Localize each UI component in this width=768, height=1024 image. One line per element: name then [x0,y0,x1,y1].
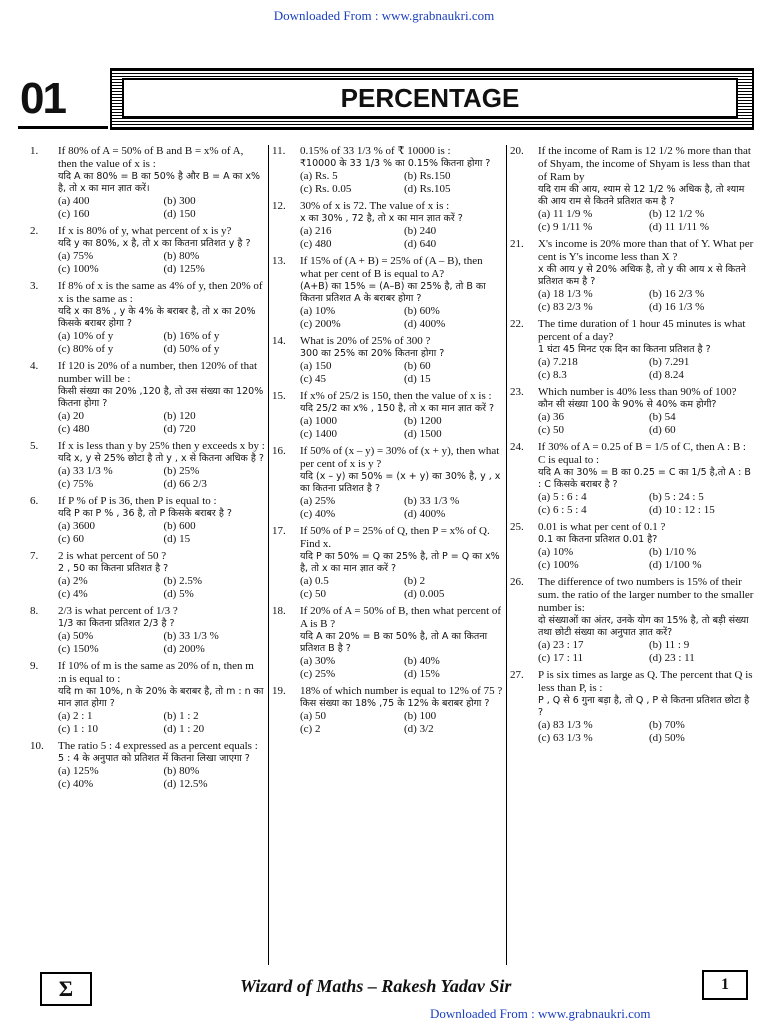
question-number: 16. [272,445,286,457]
top-download-link[interactable]: Downloaded From : www.grabnaukri.com [273,8,495,23]
answer-options [58,765,265,791]
answer-option: (a) 23 : 17 [538,639,584,651]
question-item [30,495,265,546]
question-number: 24. [510,441,524,453]
question-text-english: If 50% of (x – y) = 30% of (x + y), then what per cent of x is y ? [300,445,500,470]
answer-option: (c) 8.3 [538,369,567,381]
question-text-english: 30% of x is 72. The value of x is : [300,200,450,212]
answer-option: (d) 150 [163,208,196,220]
question-number: 17. [272,525,286,537]
answer-option: (c) 60 [58,533,84,545]
question-item [30,550,265,601]
answer-option: (a) 75% [58,250,94,262]
question-number: 8. [30,605,39,617]
question-number: 12. [272,200,286,212]
question-item [272,335,504,386]
answer-options [538,208,756,234]
answer-option: (a) 20 [58,410,84,422]
question-text-hindi: (A+B) का 15% = (A–B) का 25% है, तो B का कितना प्रतिशत A के बराबर होगा ? [300,281,486,304]
answer-option: (a) 2% [58,575,88,587]
question-text-english: If 120 is 20% of a number, then 120% of that number will be : [58,360,258,385]
answer-option: (c) 150% [58,643,99,655]
answer-option: (d) 8.24 [649,369,684,381]
answer-option: (c) 50 [300,588,326,600]
answer-option: (a) 0.5 [300,575,329,587]
question-item [510,521,756,572]
answer-option: (a) Rs. 5 [300,170,338,182]
answer-option: (d) 16 1/3 % [649,301,705,313]
column-divider [506,145,507,965]
question-text-english: If 15% of (A + B) = 25% of (A – B), then what per cent of B is equal to A? [300,255,483,280]
question-text-hindi: 5 : 4 के अनुपात को प्रतिशत में कितना लिखा जाएगा ? [58,753,250,764]
answer-option: (b) 60% [404,305,440,317]
answer-option: (c) 480 [300,238,332,250]
question-text-hindi: यदि x का 8% , y के 4% के बराबर है, तो x का 20% किसके बराबर होगा ? [58,306,256,329]
question-text-hindi: यदि (x – y) का 50% = (x + y) का 30% है, y , x का कितना प्रतिशत है ? [300,471,501,494]
answer-option: (b) 54 [649,411,676,423]
chapter-number: 01 [20,74,65,123]
chapter-number-rule [18,126,108,129]
answer-option: (c) 100% [538,559,579,571]
question-text-english: 2/3 is what percent of 1/3 ? [58,605,178,617]
question-text-hindi: यदि P का 50% = Q का 25% है, तो P = Q का x% है, तो x का मान ज्ञात करें ? [300,551,500,574]
question-number: 19. [272,685,286,697]
answer-option: (b) Rs.150 [404,170,451,182]
question-number: 20. [510,145,524,157]
question-text-hindi: 300 का 25% का 20% कितना होगा ? [300,348,445,359]
footer-title: Wizard of Maths – Rakesh Yadav Sir [240,976,512,996]
question-number: 6. [30,495,39,507]
question-text-english: If 50% of P = 25% of Q, then P = x% of Q. Find x. [300,525,490,550]
question-text-hindi: यदि 25/2 का x% , 150 है, तो x का मान ज्ञात करें ? [300,403,495,414]
question-number: 15. [272,390,286,402]
question-text-hindi: यदि P का P % , 36 है, तो P किसके बराबर है ? [58,508,232,519]
answer-option: (c) 25% [300,668,336,680]
question-text-english: 18% of which number is equal to 12% of 75 ? [300,685,503,697]
question-text-english: 0.01 is what per cent of 0.1 ? [538,521,666,533]
answer-options [538,491,756,517]
question-text-english: If 8% of x is the same as 4% of y, then 20% of x is the same as : [58,280,263,305]
question-number: 21. [510,238,524,250]
answer-options [300,415,504,441]
question-text-english: The difference of two numbers is 15% of their sum. the ratio of the larger number to the smaller number is: [538,576,754,614]
question-item [30,225,265,276]
chapter-header [10,68,758,130]
question-text-hindi: यदि y का 80%, x है, तो x का कितना प्रतिशत y है ? [58,238,251,249]
answer-option: (b) 11 : 9 [649,639,690,651]
question-number: 5. [30,440,39,452]
question-text-hindi: किस संख्या का 18% ,75 के 12% के बराबर होगा ? [300,698,490,709]
answer-options [538,288,756,314]
bottom-download-link[interactable]: Downloaded From : www.grabnaukri.com [430,1006,651,1021]
question-number: 27. [510,669,524,681]
answer-option: (d) 12.5% [163,778,208,790]
question-text-hindi: यदि A का 30% = B का 0.25 = C का 1/5 है,तो A : B : C किसके बराबर है ? [538,467,751,490]
answer-option: (a) 2 : 1 [58,710,93,722]
question-item [510,238,756,314]
answer-option: (c) 75% [58,478,94,490]
answer-option: (b) 2.5% [163,575,202,587]
question-number: 3. [30,280,39,292]
answer-option: (b) 80% [163,765,200,777]
answer-option: (b) 120 [163,410,196,422]
question-item [272,685,504,736]
answer-option: (d) 50% of y [163,343,220,355]
answer-option: (d) 640 [404,238,437,250]
question-text-hindi: x का 30% , 72 है, तो x का मान ज्ञात करें ? [300,213,463,224]
answer-option: (d) 23 : 11 [649,652,695,664]
answer-option: (c) 1 : 10 [58,723,99,735]
question-number: 10. [30,740,44,752]
question-text-hindi: यदि x, y से 25% छोटा है तो y , x से कितना अधिक है ? [58,453,264,464]
question-item [30,660,265,736]
title-banner [110,68,754,130]
answer-option: (b) 100 [404,710,437,722]
answer-option: (c) 9 1/11 % [538,221,593,233]
question-item [510,669,756,745]
column-1 [30,145,265,795]
question-text-english: 2 is what percent of 50 ? [58,550,167,562]
answer-option: (c) 17 : 11 [538,652,584,664]
question-item [510,318,756,382]
answer-options [300,225,504,251]
answer-options [300,655,504,681]
answer-options [58,520,265,546]
answer-option: (d) 5% [163,588,194,600]
question-text-english: If 30% of A = 0.25 of B = 1/5 of C, then A : B : C is equal to : [538,441,746,466]
answer-option: (c) 100% [58,263,99,275]
answer-option: (b) 70% [649,719,685,731]
question-text-hindi: यदि A का 80% = B का 50% है और B = A का x% है, तो x का मान ज्ञात करें। [58,171,261,194]
answer-option: (d) 10 : 12 : 15 [649,504,715,516]
answer-option: (c) 6 : 5 : 4 [538,504,587,516]
answer-option: (c) 45 [300,373,326,385]
answer-option: (d) 1500 [404,428,442,440]
answer-option: (c) 83 2/3 % [538,301,593,313]
answer-option: (d) 60 [649,424,676,436]
question-number: 18. [272,605,286,617]
question-text-english: If the income of Ram is 12 1/2 % more than that of Shyam, the income of Shyam is less than that of Ram by [538,145,751,183]
question-text-english: X's income is 20% more than that of Y. What per cent is Y's income less than X ? [538,238,754,263]
answer-option: (b) 25% [163,465,200,477]
question-item [272,255,504,331]
answer-option: (b) 12 1/2 % [649,208,705,220]
answer-option: (d) 15 [163,533,191,545]
answer-options [58,630,265,656]
answer-option: (b) 1 : 2 [163,710,199,722]
sigma-logo: Σ [40,972,92,1006]
question-text-hindi: 1 घंटा 45 मिनट एक दिन का कितना प्रतिशत है ? [538,344,711,355]
answer-option: (a) 10% [300,305,336,317]
answer-option: (c) 1400 [300,428,337,440]
answer-option: (c) 50 [538,424,564,436]
answer-option: (b) 300 [163,195,196,207]
answer-option: (a) 10% of y [58,330,114,342]
question-text-english: If P % of P is 36, then P is equal to : [58,495,217,507]
question-item [30,360,265,436]
question-text-english: The ratio 5 : 4 expressed as a percent equals : [58,740,258,752]
question-item [272,390,504,441]
answer-option: (b) 600 [163,520,196,532]
answer-option: (d) 1/100 % [649,559,702,571]
question-item [272,200,504,251]
question-text-hindi: ₹10000 के 33 1/3 % का 0.15% कितना होगा ? [300,158,491,169]
answer-option: (c) 63 1/3 % [538,732,593,744]
answer-option: (d) 66 2/3 [163,478,207,490]
answer-option: (b) 2 [404,575,426,587]
answer-option: (b) 33 1/3 % [163,630,219,642]
answer-option: (d) 720 [163,423,196,435]
answer-options [538,639,756,665]
answer-option: (d) 200% [163,643,205,655]
answer-options [300,575,504,601]
answer-option: (a) 7.218 [538,356,578,368]
question-number: 14. [272,335,286,347]
question-number: 22. [510,318,524,330]
answer-option: (d) 0.005 [404,588,445,600]
page-number: 1 [702,970,748,1000]
question-text-hindi: x की आय y से 20% अधिक है, तो y की आय x से कितने प्रतिशत कम है ? [538,264,746,287]
answer-options [58,710,265,736]
question-text-hindi: 2 , 50 का कितना प्रतिशत है ? [58,563,169,574]
column-3 [510,145,756,749]
answer-options [58,195,265,221]
answer-option: (a) 83 1/3 % [538,719,593,731]
answer-option: (a) 10% [538,546,574,558]
answer-option: (b) 1/10 % [649,546,697,558]
answer-option: (a) 30% [300,655,336,667]
answer-options [58,250,265,276]
answer-options [58,575,265,601]
answer-option: (a) 1000 [300,415,337,427]
answer-option: (c) 4% [58,588,88,600]
answer-options [300,495,504,521]
question-text-hindi: कौन सी संख्या 100 के 90% से 40% कम होगी? [538,399,717,410]
answer-options [300,305,504,331]
answer-options [538,411,756,437]
answer-option: (c) 160 [58,208,90,220]
answer-options [58,410,265,436]
answer-option: (b) 16% of y [163,330,220,342]
answer-option: (d) 125% [163,263,205,275]
question-text-english: If 20% of A = 50% of B, then what percent of A is B ? [300,605,502,630]
answer-option: (a) 3600 [58,520,95,532]
answer-option: (b) 16 2/3 % [649,288,705,300]
answer-option: (c) 40% [300,508,336,520]
question-item [30,605,265,656]
question-number: 13. [272,255,286,267]
question-text-hindi: 0.1 का कितना प्रतिशत 0.01 है? [538,534,658,545]
answer-option: (d) 15 [404,373,431,385]
answer-option: (d) 400% [404,508,446,520]
answer-option: (b) 7.291 [649,356,690,368]
question-item [510,441,756,517]
question-text-english: If x is less than y by 25% then y exceeds x by : [58,440,265,452]
answer-option: (d) 15% [404,668,440,680]
answer-option: (a) 33 1/3 % [58,465,113,477]
answer-option: (b) 5 : 24 : 5 [649,491,704,503]
answer-option: (a) 125% [58,765,99,777]
answer-option: (b) 1200 [404,415,442,427]
column-divider [268,145,269,965]
question-text-hindi: किसी संख्या का 20% ,120 है, तो उस संख्या का 120% कितना होगा ? [58,386,264,409]
answer-option: (d) 1 : 20 [163,723,205,735]
question-text-english: If 80% of A = 50% of B and B = x% of A, then the value of x is : [58,145,244,170]
answer-options [538,719,756,745]
column-2 [272,145,504,740]
question-text-hindi: P , Q से 6 गुना बड़ा है, तो Q , P से कितना प्रतिशत छोटा है ? [538,695,750,718]
question-number: 26. [510,576,524,588]
answer-option: (a) 18 1/3 % [538,288,593,300]
answer-options [538,546,756,572]
answer-option: (a) 50 [300,710,326,722]
answer-option: (a) 5 : 6 : 4 [538,491,587,503]
answer-option: (d) 400% [404,318,446,330]
answer-option: (d) 3/2 [404,723,434,735]
answer-option: (a) 400 [58,195,90,207]
answer-options [538,356,756,382]
chapter-title: PERCENTAGE [122,78,738,118]
question-text-english: What is 20% of 25% of 300 ? [300,335,431,347]
answer-options [58,465,265,491]
question-item [272,605,504,681]
question-text-hindi: 1/3 का कितना प्रतिशत 2/3 है ? [58,618,175,629]
question-text-english: P is six times as large as Q. The percent that Q is less than P, is : [538,669,753,694]
answer-option: (a) 216 [300,225,332,237]
question-item [30,440,265,491]
question-number: 23. [510,386,524,398]
question-item [272,445,504,521]
answer-option: (c) 80% of y [58,343,114,355]
question-text-hindi: यदि राम की आय, श्याम से 12 1/2 % अधिक है, तो श्याम की आय राम से कितने प्रतिशत कम है ? [538,184,745,207]
answer-option: (d) 11 1/11 % [649,221,709,233]
answer-option: (c) 480 [58,423,90,435]
question-number: 11. [272,145,286,157]
question-item [272,145,504,196]
question-text-english: If x% of 25/2 is 150, then the value of x is : [300,390,492,402]
question-number: 2. [30,225,39,237]
question-item [510,145,756,234]
question-item [30,145,265,221]
answer-option: (b) 33 1/3 % [404,495,460,507]
question-number: 7. [30,550,39,562]
answer-options [300,170,504,196]
question-item [510,386,756,437]
question-text-english: 0.15% of 33 1/3 % of ₹ 10000 is : [300,145,451,157]
question-text-english: If x is 80% of y, what percent of x is y? [58,225,232,237]
answer-option: (a) 150 [300,360,332,372]
question-number: 9. [30,660,39,672]
question-number: 1. [30,145,39,157]
answer-option: (a) 25% [300,495,336,507]
answer-option: (a) 11 1/9 % [538,208,593,220]
answer-option: (d) 50% [649,732,685,744]
question-item [30,280,265,356]
answer-option: (a) 36 [538,411,564,423]
question-number: 25. [510,521,524,533]
answer-option: (b) 80% [163,250,200,262]
answer-option: (c) Rs. 0.05 [300,183,352,195]
question-text-hindi: यदि A का 20% = B का 50% है, तो A का कितना प्रतिशत B है ? [300,631,488,654]
answer-option: (b) 60 [404,360,431,372]
question-item [510,576,756,665]
question-text-hindi: दो संख्याओं का अंतर, उनके योग का 15% है, तो बड़ी संख्या तथा छोटी संख्या का अनुपात ज्ञात करें? [538,615,749,638]
answer-options [300,710,504,736]
question-item [272,525,504,601]
answer-options [300,360,504,386]
page-footer [40,968,758,1008]
answer-option: (c) 200% [300,318,341,330]
answer-options [58,330,265,356]
answer-option: (d) Rs.105 [404,183,451,195]
answer-option: (b) 240 [404,225,437,237]
question-text-english: If 10% of m is the same as 20% of n, then m :n is equal to : [58,660,254,685]
question-text-english: The time duration of 1 hour 45 minutes is what percent of a day? [538,318,746,343]
question-text-english: Which number is 40% less than 90% of 100? [538,386,737,398]
answer-option: (c) 40% [58,778,94,790]
question-item [30,740,265,791]
question-number: 4. [30,360,39,372]
answer-option: (b) 40% [404,655,440,667]
question-text-hindi: यदि m का 10%, n के 20% के बराबर है, तो m : n का मान ज्ञात होगा ? [58,686,264,709]
answer-option: (c) 2 [300,723,321,735]
answer-option: (a) 50% [58,630,94,642]
